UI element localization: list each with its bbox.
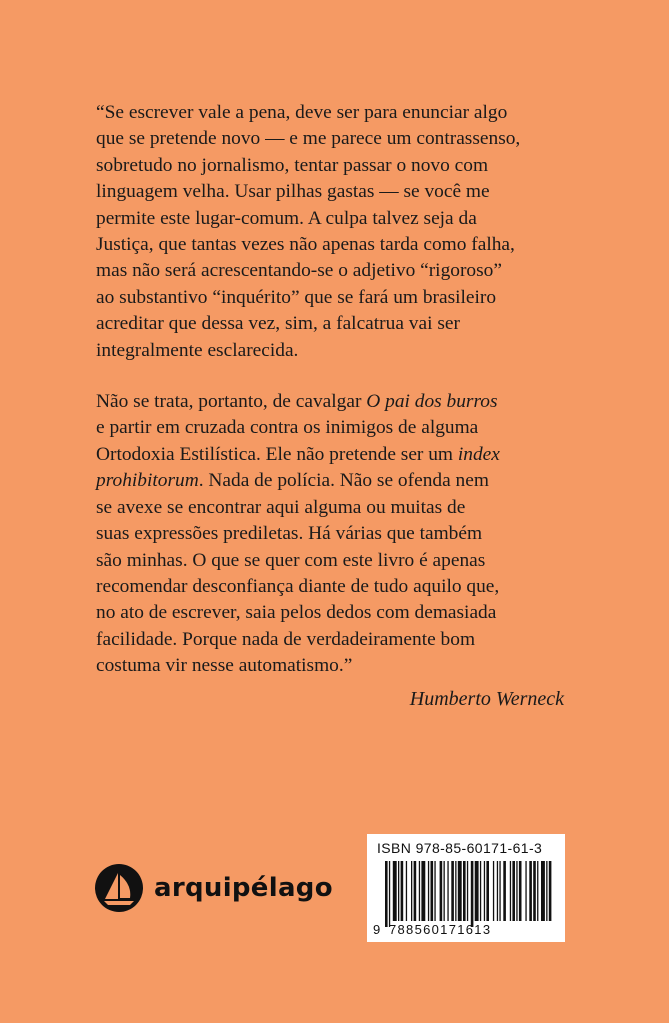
barcode-bar	[398, 861, 399, 921]
ean-first-digit: 9	[373, 922, 381, 937]
barcode-bar	[519, 861, 522, 921]
barcode-bar	[414, 861, 417, 921]
quote-line: integralmente esclarecida.	[96, 339, 299, 361]
quote-line: “Se escrever vale a pena, deve ser para enunciar algo	[96, 102, 508, 123]
quote-line: que se pretende novo — e me parece um contrassenso,	[96, 128, 521, 150]
quote-paragraph-1	[96, 100, 576, 364]
quote-line: costuma vir nesse automatismo.”	[96, 655, 353, 677]
barcode-bar	[541, 861, 545, 921]
quote-line: facilidade. Porque nada de verdadeiramente bom	[96, 628, 476, 650]
barcode-bar	[467, 861, 468, 921]
barcode-bar	[434, 861, 435, 921]
quote-author: Humberto Werneck	[409, 688, 564, 710]
quote-line: mas não será acrescentando-se o adjetivo “rigoroso”	[96, 260, 502, 282]
barcode-bar	[463, 861, 466, 921]
barcode-bar	[393, 861, 397, 921]
barcode-bar	[471, 861, 474, 927]
barcode-bar	[455, 861, 456, 921]
quote-text: Ortodoxia Estilística. Ele não pretende ser um	[96, 443, 458, 465]
publisher-name: arquipélago	[154, 873, 333, 903]
barcode-bar	[480, 861, 481, 921]
barcode-bar	[497, 861, 498, 921]
sailboat-logo-icon	[95, 864, 143, 912]
barcode-bar	[484, 861, 485, 921]
barcode-bar	[440, 861, 443, 921]
barcode-bar	[431, 861, 434, 921]
barcode-bar	[411, 861, 412, 921]
barcode-bar	[546, 861, 547, 921]
quote-line: Justiça, que tantas vezes não apenas tarda como falha,	[96, 234, 515, 256]
barcode-bar	[537, 861, 538, 921]
barcode-bar	[447, 861, 448, 921]
barcode-bar	[510, 861, 511, 921]
quote-line: linguagem velha. Usar pilhas gastas — se você me	[96, 181, 490, 203]
quote-line: recomendar desconfiança diante de tudo aquilo que,	[96, 575, 500, 597]
quote-line	[96, 468, 576, 494]
quote-paragraph-2	[96, 389, 576, 679]
barcode-bar	[385, 861, 388, 927]
barcode-bar	[525, 861, 526, 921]
quote-line: e partir em cruzada contra os inimigos de alguma	[96, 417, 479, 439]
quote-line	[96, 442, 576, 468]
isbn-label: ISBN 978-85-60171-61-3	[377, 840, 543, 856]
quote-line: se avexe se encontrar aqui alguma ou muitas de	[96, 496, 466, 518]
barcode-bar	[503, 861, 506, 921]
barcode-bar	[486, 861, 489, 921]
quote-text: Não se trata, portanto, de cavalgar	[96, 391, 367, 413]
barcode-bar	[401, 861, 404, 921]
barcode-bar	[419, 861, 420, 921]
barcode-bar	[512, 861, 515, 921]
quote-line: sobretudo no jornalismo, tentar passar o novo com	[96, 154, 489, 176]
barcode-bar	[533, 861, 536, 921]
quote-line: acreditar que dessa vez, sim, a falcatrua vai ser	[96, 313, 460, 335]
quote-line: suas expressões prediletas. Há várias que também	[96, 523, 483, 545]
barcode-bar	[549, 861, 552, 921]
barcode-bar	[389, 861, 390, 927]
barcode-bar	[406, 861, 407, 921]
back-cover-quote	[96, 100, 576, 705]
barcode-bar	[421, 861, 425, 921]
latin-term-italic: prohibitorum	[96, 470, 199, 492]
barcode-bar	[516, 861, 517, 921]
barcode-bar	[451, 861, 454, 921]
isbn-barcode	[367, 834, 565, 942]
barcode-bar	[428, 861, 429, 921]
quote-line: permite este lugar-comum. A culpa talvez seja da	[96, 207, 477, 229]
barcode-bar	[499, 861, 500, 921]
barcode-bar	[493, 861, 494, 921]
publisher-logo	[95, 864, 333, 912]
quote-line: são minhas. O que se quer com este livro é apenas	[96, 549, 486, 571]
book-title-italic: O pai dos burros	[366, 391, 498, 413]
barcode-bar	[529, 861, 532, 921]
ean-digits: 788560171613	[389, 922, 492, 937]
quote-line: no ato de escrever, saia pelos dedos com demasiada	[96, 602, 497, 624]
quote-line: ao substantivo “inquérito” que se fará um brasileiro	[96, 286, 497, 308]
quote-text: . Nada de polícia. Não se ofenda nem	[198, 470, 489, 492]
barcode-bar	[475, 861, 479, 921]
latin-term-italic: index	[457, 443, 500, 465]
barcode-bar	[444, 861, 445, 921]
quote-line	[96, 389, 576, 415]
barcode-bar	[458, 861, 462, 921]
